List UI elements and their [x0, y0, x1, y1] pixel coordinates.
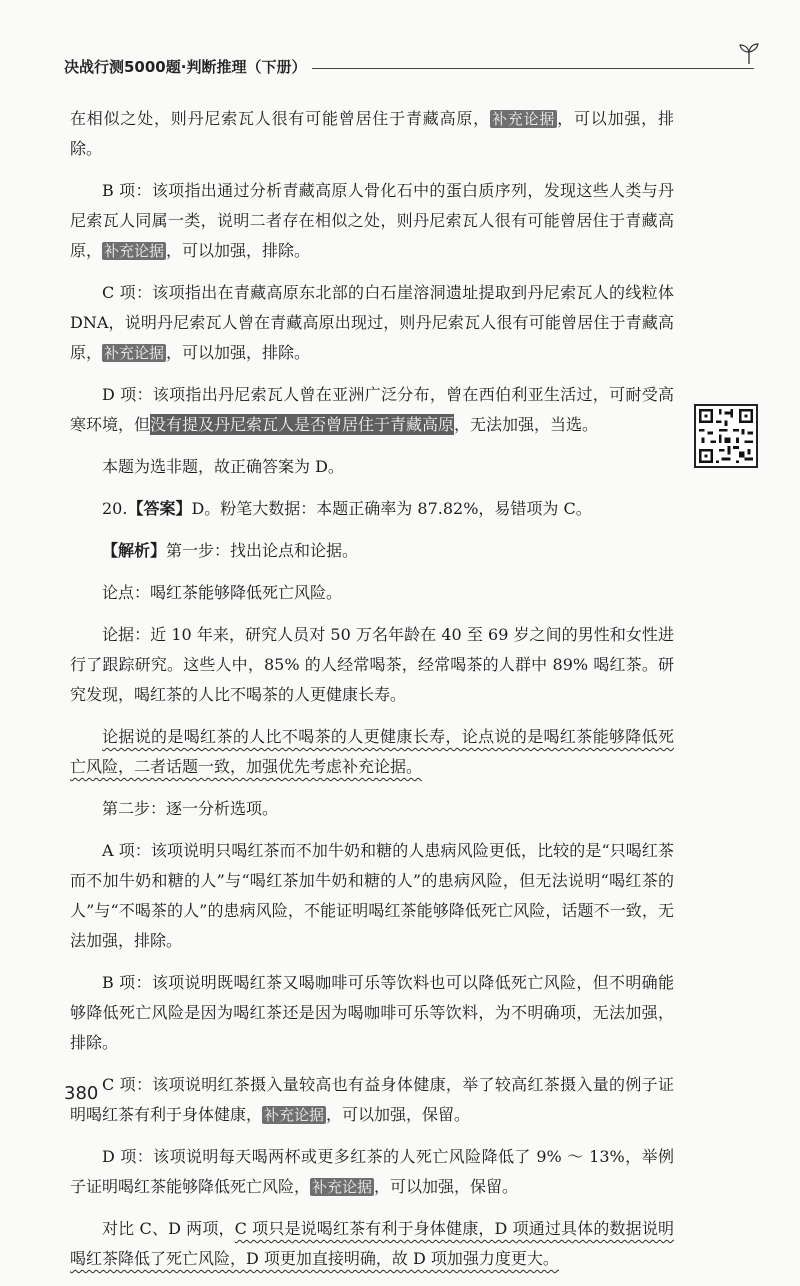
- text: C 项：该项指出在青藏高原东北部的白石崖溶洞遗址提取到丹尼索瓦人的线粒体 DNA，说明丹尼索瓦人曾在青藏高原出现过，则丹尼索瓦人很有可能曾居住于青藏高原，: [70, 283, 674, 362]
- book-title: 决战行测5000题·判断推理（下册）: [64, 57, 307, 76]
- text: ，可以加强，排除。: [166, 241, 311, 260]
- argument-point: 论点：喝红茶能够降低死亡风险。: [102, 583, 343, 602]
- paragraph: [70, 104, 674, 164]
- text: B 项：该项指出通过分析青藏高原人骨化石中的蛋白质序列，发现这些人类与丹尼索瓦人同属一类，说明二者存在相似之处，则丹尼索瓦人很有可能曾居住于青藏高原，: [70, 181, 674, 260]
- option-c-analysis: [70, 278, 674, 368]
- highlighted-phrase: 没有提及丹尼索瓦人是否曾居住于青藏高原: [150, 415, 455, 434]
- supplement-tag: 补充论据: [104, 242, 165, 260]
- wavy-summary: [70, 722, 674, 782]
- option-a-analysis: A 项：该项说明只喝红茶而不加牛奶和糖的人患病风险更低，比较的是“只喝红茶而不加牛奶和糖的人”与“喝红茶加牛奶和糖的人”的患病风险，但无法说明“喝红茶的人”与“不喝茶的人”的患病风险，不能证明喝红茶能够降低死亡风险，话题不一致，无法加强，排除。: [70, 841, 674, 950]
- text: ，可以加强，排除。: [70, 109, 674, 158]
- argument-evidence: 论据：近 10 年来，研究人员对 50 万名年龄在 40 至 69 岁之间的男性和女性进行了跟踪研究。这些人中，85% 的人经常喝茶，经常喝茶的人群中 89% 喝红茶。研究发现，喝红茶的人比不喝茶的人更健康长寿。: [70, 625, 674, 704]
- comparison: [70, 1214, 674, 1274]
- supplement-tag: 补充论据: [104, 344, 165, 362]
- supplement-tag: 补充论据: [312, 1178, 373, 1196]
- analysis-label: 【解析】: [102, 541, 167, 560]
- header-rule: [312, 68, 754, 69]
- text: C 项：该项说明红茶摄入量较高也有益身体健康，举了较高红茶摄入量的例子证明喝红茶有利于身体健康，: [70, 1075, 674, 1124]
- page-body: [70, 104, 674, 1286]
- text: D 项：该项说明每天喝两杯或更多红茶的人死亡风险降低了 9% ～ 13%，举例子证明喝红茶能够降低死亡风险，: [70, 1147, 674, 1196]
- text: 在相似之处，则丹尼索瓦人很有可能曾居住于青藏高原，: [70, 109, 490, 128]
- conclusion: 本题为选非题，故正确答案为 D。: [102, 457, 344, 476]
- option-b-analysis: [70, 176, 674, 266]
- text: D。粉笔大数据：本题正确率为 87.82%，易错项为 C。: [191, 499, 592, 518]
- text: ，可以加强，保留。: [374, 1177, 519, 1196]
- text: D 项：该项指出丹尼索瓦人曾在亚洲广泛分布，曾在西伯利亚生活过，可耐受高寒环境，但: [70, 385, 674, 434]
- option-b-analysis: B 项：该项说明既喝红茶又喝咖啡可乐等饮料也可以降低死亡风险，但不明确能够降低死亡风险是因为喝红茶还是因为喝咖啡可乐等饮料，为不明确项，无法加强，排除。: [70, 973, 674, 1052]
- option-d-analysis: [70, 380, 674, 440]
- answer-label: 【答案】: [127, 499, 192, 518]
- text: ，可以加强，排除。: [166, 343, 311, 362]
- text: 第一步：找出论点和论据。: [166, 541, 359, 560]
- supplement-tag: 补充论据: [491, 110, 556, 128]
- supplement-tag: 补充论据: [264, 1106, 325, 1124]
- page-number: 380: [64, 1083, 99, 1104]
- option-c-analysis: [70, 1070, 674, 1130]
- text: 对比 C、D 两项，: [102, 1219, 235, 1238]
- running-header: [64, 52, 754, 80]
- analysis-heading: [70, 536, 674, 566]
- question-20-answer: [70, 494, 674, 524]
- underlined-text: 论据说的是喝红茶的人比不喝茶的人更健康长寿，论点说的是喝红茶能够降低死亡风险，二者话题一致，加强优先考虑补充论据。: [70, 727, 674, 776]
- question-number: 20.: [102, 499, 128, 518]
- qr-code-icon[interactable]: [694, 404, 758, 468]
- text: ，可以加强，保留。: [326, 1105, 471, 1124]
- option-d-analysis: [70, 1142, 674, 1202]
- text: ，无法加强，当选。: [454, 415, 599, 434]
- underlined-text: C 项只是说喝红茶有利于身体健康，D 项通过具体的数据说明喝红茶降低了死亡风险，D 项更加直接明确，故 D 项加强力度更大。: [70, 1219, 675, 1268]
- sprout-icon: [736, 42, 762, 68]
- step-two: 第二步：逐一分析选项。: [102, 799, 279, 818]
